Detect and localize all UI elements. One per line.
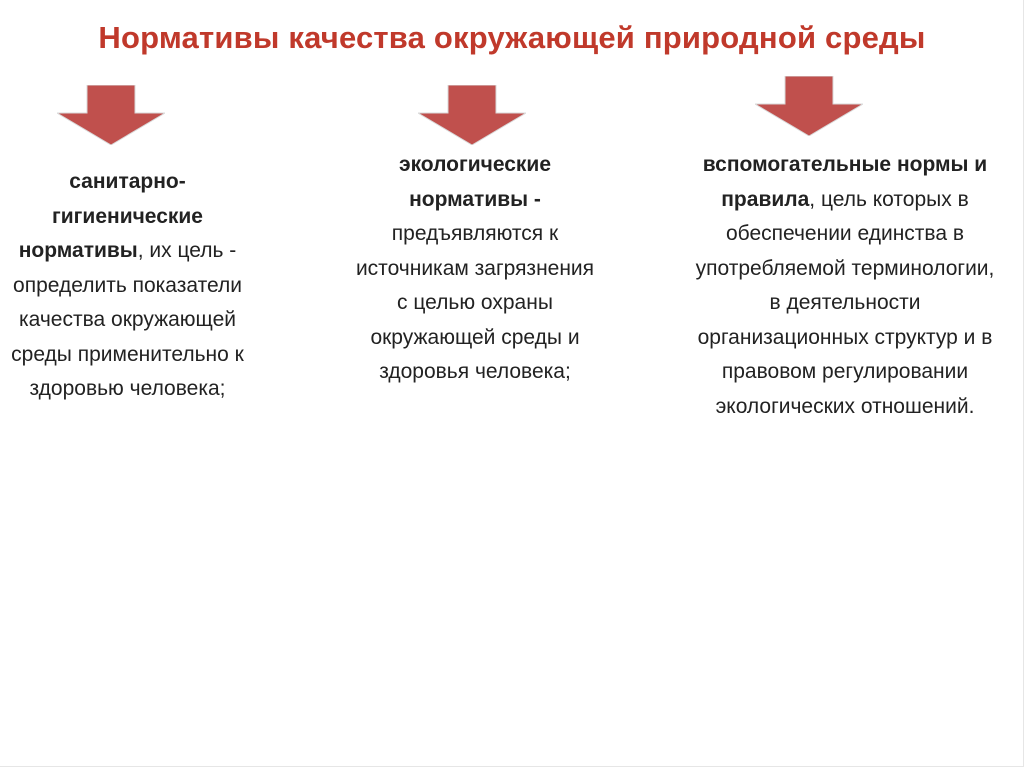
column-body: их цель - определить показатели качества окружающей среды применительно к здоровью человека; [11, 239, 244, 400]
norm-column-sanitary [10, 165, 245, 407]
down-arrow-icon [418, 85, 526, 145]
column-body: цель которых в обеспечении единства в употребляемой терминологии, в деятельности организационных структур и в правовом регулировании экологических отношений. [695, 187, 995, 418]
down-arrow-icon [57, 85, 165, 145]
down-arrow-icon [755, 76, 863, 136]
column-heading: экологические нормативы - [398, 153, 552, 211]
column-heading: вспомогательные нормы и правила [702, 153, 988, 211]
column-heading-punct: , [809, 187, 816, 211]
norm-column-auxiliary [690, 148, 1000, 424]
column-body: предъявляются к источникам загрязнения с целью охраны окружающей среды и здоровья человека; [355, 222, 595, 383]
slide-title: Нормативы качества окружающей природной среды [98, 20, 926, 55]
column-heading: санитарно-гигиенические нормативы [18, 170, 203, 262]
column-heading-punct: , [137, 239, 144, 262]
norm-column-ecological [350, 148, 600, 390]
